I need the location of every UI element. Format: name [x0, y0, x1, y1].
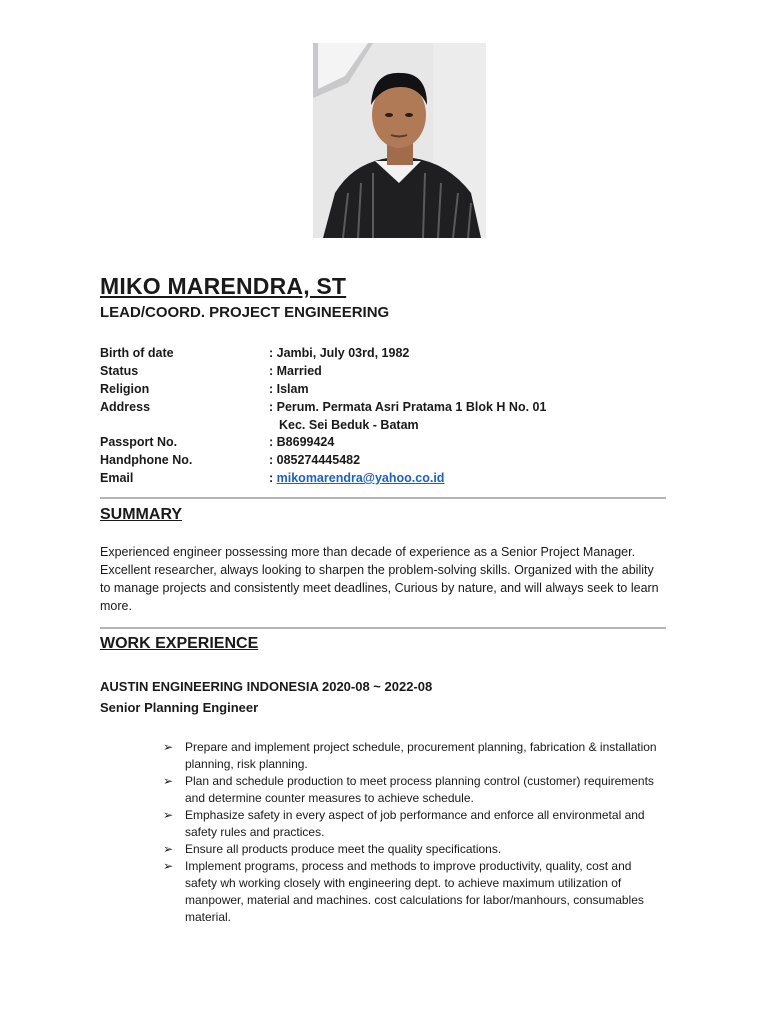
divider-line	[100, 497, 666, 499]
profile-photo	[313, 43, 486, 238]
job-role: Senior Planning Engineer	[100, 700, 259, 715]
info-row-email	[100, 469, 660, 487]
info-value: : B8699424	[269, 435, 335, 449]
portrait-image	[313, 43, 486, 238]
address-line-2: Kec. Sei Beduk - Batam	[279, 418, 419, 432]
list-item	[163, 841, 663, 858]
info-label: Email	[100, 471, 134, 485]
info-value: : Jambi, July 03rd, 1982	[269, 346, 410, 360]
info-value: : Married	[269, 364, 322, 378]
duty-text: Ensure all products produce meet the quality specifications.	[185, 842, 502, 856]
info-label: Status	[100, 364, 139, 378]
info-label: Handphone No.	[100, 453, 193, 467]
duty-text: Plan and schedule production to meet process planning control (customer) requirements and determine counter measures to achieve schedule.	[185, 774, 654, 805]
info-row-status	[100, 362, 660, 380]
work-experience-heading: WORK EXPERIENCE	[100, 635, 259, 652]
info-value: : Islam	[269, 382, 309, 396]
info-row-religion	[100, 380, 660, 398]
email-separator: :	[269, 471, 277, 485]
info-row-birth	[100, 344, 660, 362]
arrow-bullet-icon: ➢	[163, 740, 174, 754]
duties-list	[163, 739, 663, 926]
duty-text: Prepare and implement project schedule, procurement planning, fabrication & installation planning, risk planning.	[185, 740, 657, 771]
address-line-1: : Perum. Permata Asri Pratama 1 Blok H No. 01	[269, 400, 547, 414]
info-label: Birth of date	[100, 346, 174, 360]
summary-paragraph: Experienced engineer possessing more than decade of experience as a Senior Project Manager. Excellent researcher, always looking to sharpen the problem-solving skills. Organized with the ability to manage projects and consistently meet deadlines, Curious by nature, and will always seek to learn more.	[100, 545, 659, 613]
info-row-handphone	[100, 451, 660, 469]
arrow-bullet-icon: ➢	[163, 774, 174, 788]
personal-info	[100, 344, 660, 487]
arrow-bullet-icon: ➢	[163, 842, 174, 856]
info-row-address	[100, 398, 660, 433]
candidate-name: MIKO MARENDRA, ST	[100, 273, 347, 299]
info-label: Passport No.	[100, 435, 178, 449]
list-item	[163, 739, 663, 773]
address-value	[269, 398, 546, 434]
divider-line	[100, 627, 666, 629]
info-label: Address	[100, 400, 151, 414]
company-period: AUSTIN ENGINEERING INDONESIA 2020-08 ~ 2022-08	[100, 679, 433, 694]
list-item	[163, 807, 663, 841]
list-item	[163, 773, 663, 807]
duty-text: Implement programs, process and methods to improve productivity, quality, cost and safety wh working closely with engineering dept. to achieve maximum utilization of manpower, material and machines. cost calculations for labor/manhours, consumables material.	[185, 859, 644, 924]
info-value: : 085274445482	[269, 453, 361, 467]
candidate-title: LEAD/COORD. PROJECT ENGINEERING	[100, 304, 390, 321]
info-row-passport	[100, 433, 660, 451]
duty-text: Emphasize safety in every aspect of job performance and enforce all environmetal and safety rules and practices.	[185, 808, 645, 839]
list-item	[163, 858, 663, 926]
arrow-bullet-icon: ➢	[163, 808, 174, 822]
email-link[interactable]: mikomarendra@yahoo.co.id	[276, 471, 445, 485]
arrow-bullet-icon: ➢	[163, 859, 174, 873]
info-label: Religion	[100, 382, 150, 396]
summary-heading: SUMMARY	[100, 506, 183, 523]
email-value	[269, 469, 444, 487]
